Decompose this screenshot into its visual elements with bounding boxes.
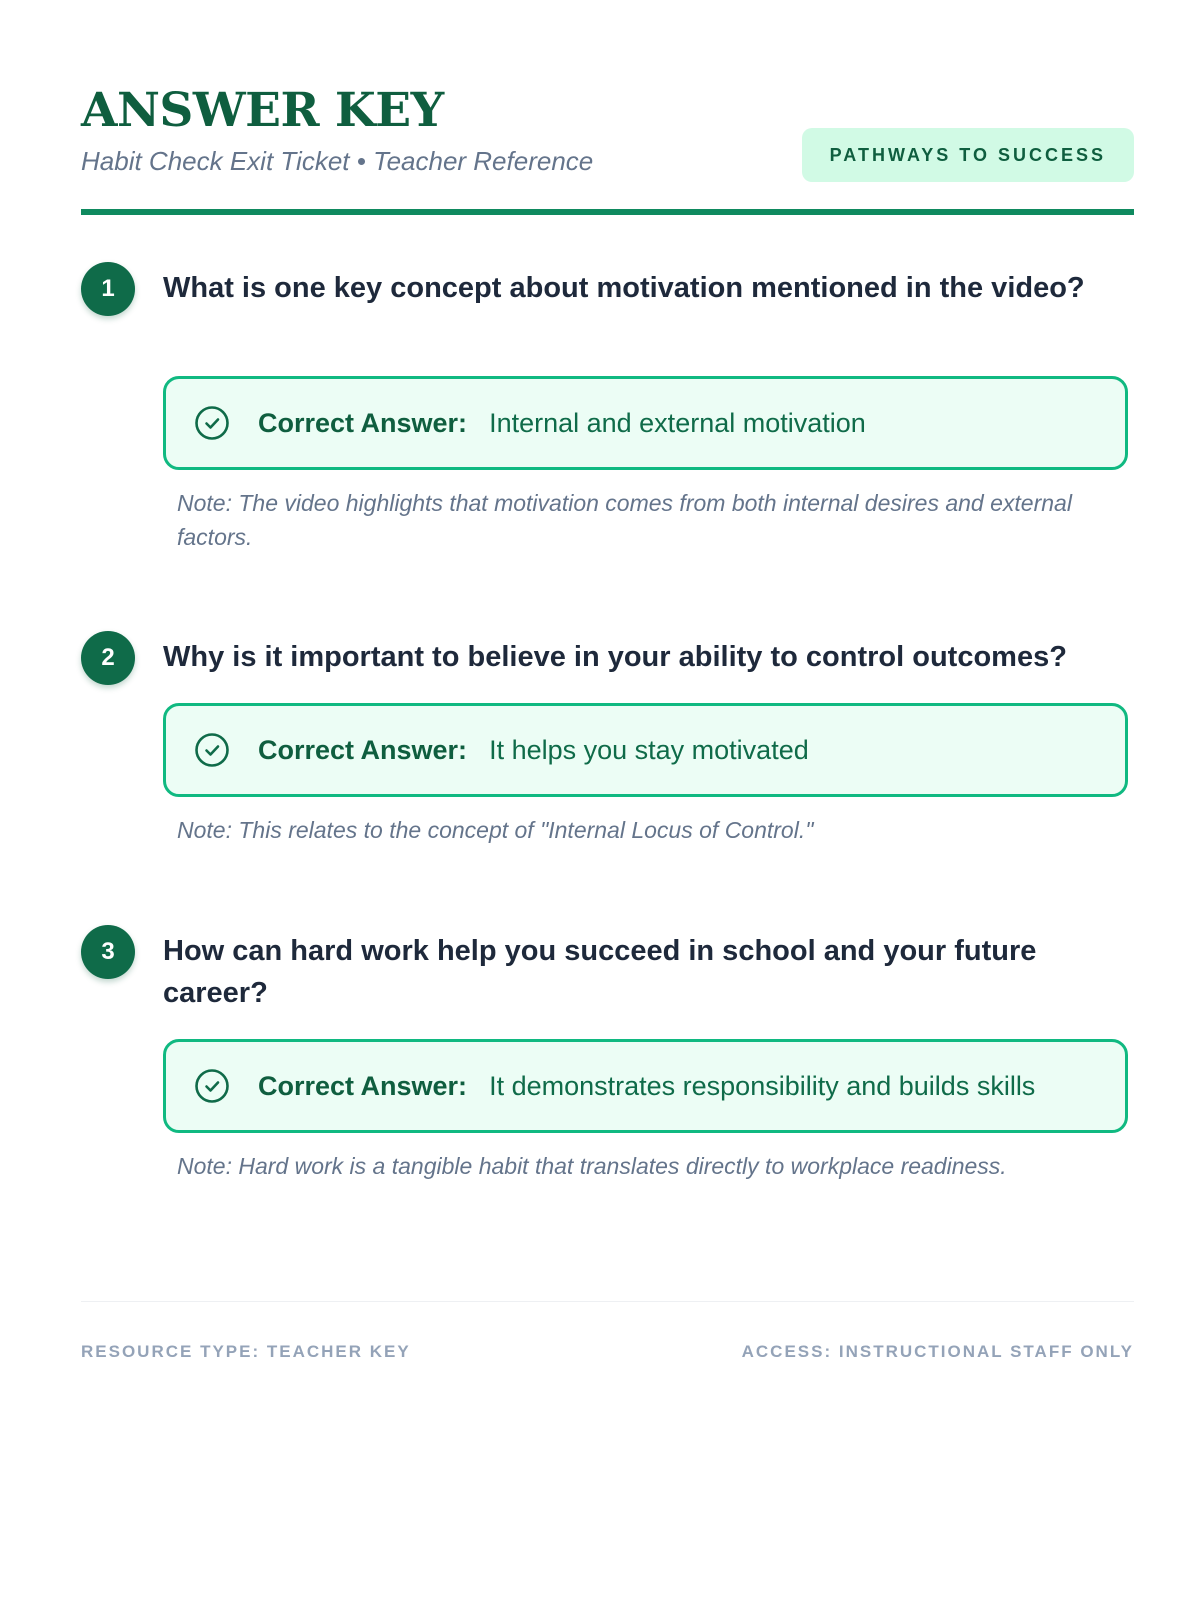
answer-label: Correct Answer: bbox=[258, 407, 468, 438]
answer-value: It helps you stay motivated bbox=[489, 734, 809, 765]
answer-note: Note: The video highlights that motivation comes from both internal desires and external factors. bbox=[177, 490, 1072, 550]
answer-label: Correct Answer: bbox=[258, 1070, 468, 1101]
question-text: What is one key concept about motivation mentioned in the video? bbox=[163, 272, 1085, 304]
header-divider bbox=[81, 209, 1134, 215]
footer-divider bbox=[81, 1301, 1134, 1302]
page-title: ANSWER KEY bbox=[81, 83, 444, 138]
access-label: ACCESS: INSTRUCTIONAL STAFF ONLY bbox=[741, 1342, 1134, 1361]
answer-value: Internal and external motivation bbox=[489, 407, 866, 438]
question-number-badge: 1 bbox=[81, 262, 135, 316]
check-circle-icon bbox=[194, 732, 230, 768]
question-text: Why is it important to believe in your ability to control outcomes? bbox=[163, 641, 1067, 673]
answer-note: Note: This relates to the concept of "Internal Locus of Control." bbox=[177, 817, 814, 843]
answer-box bbox=[163, 1039, 1128, 1133]
answer-value: It demonstrates responsibility and builds skills bbox=[489, 1070, 1036, 1101]
answer-note: Note: Hard work is a tangible habit that translates directly to workplace readiness. bbox=[177, 1153, 1007, 1179]
answer-box bbox=[163, 376, 1128, 470]
page-subtitle: Habit Check Exit Ticket • Teacher Reference bbox=[81, 146, 594, 176]
check-circle-icon bbox=[194, 1068, 230, 1104]
answer-box bbox=[163, 703, 1128, 797]
question-number-badge: 3 bbox=[81, 925, 135, 979]
question-number-badge: 2 bbox=[81, 631, 135, 685]
check-circle-icon bbox=[194, 405, 230, 441]
resource-type-label: RESOURCE TYPE: TEACHER KEY bbox=[81, 1342, 411, 1361]
program-badge: PATHWAYS TO SUCCESS bbox=[802, 128, 1134, 182]
header bbox=[81, 80, 1134, 178]
answer-label: Correct Answer: bbox=[258, 734, 468, 765]
question-text: How can hard work help you succeed in school and your future career? bbox=[163, 935, 1037, 1009]
